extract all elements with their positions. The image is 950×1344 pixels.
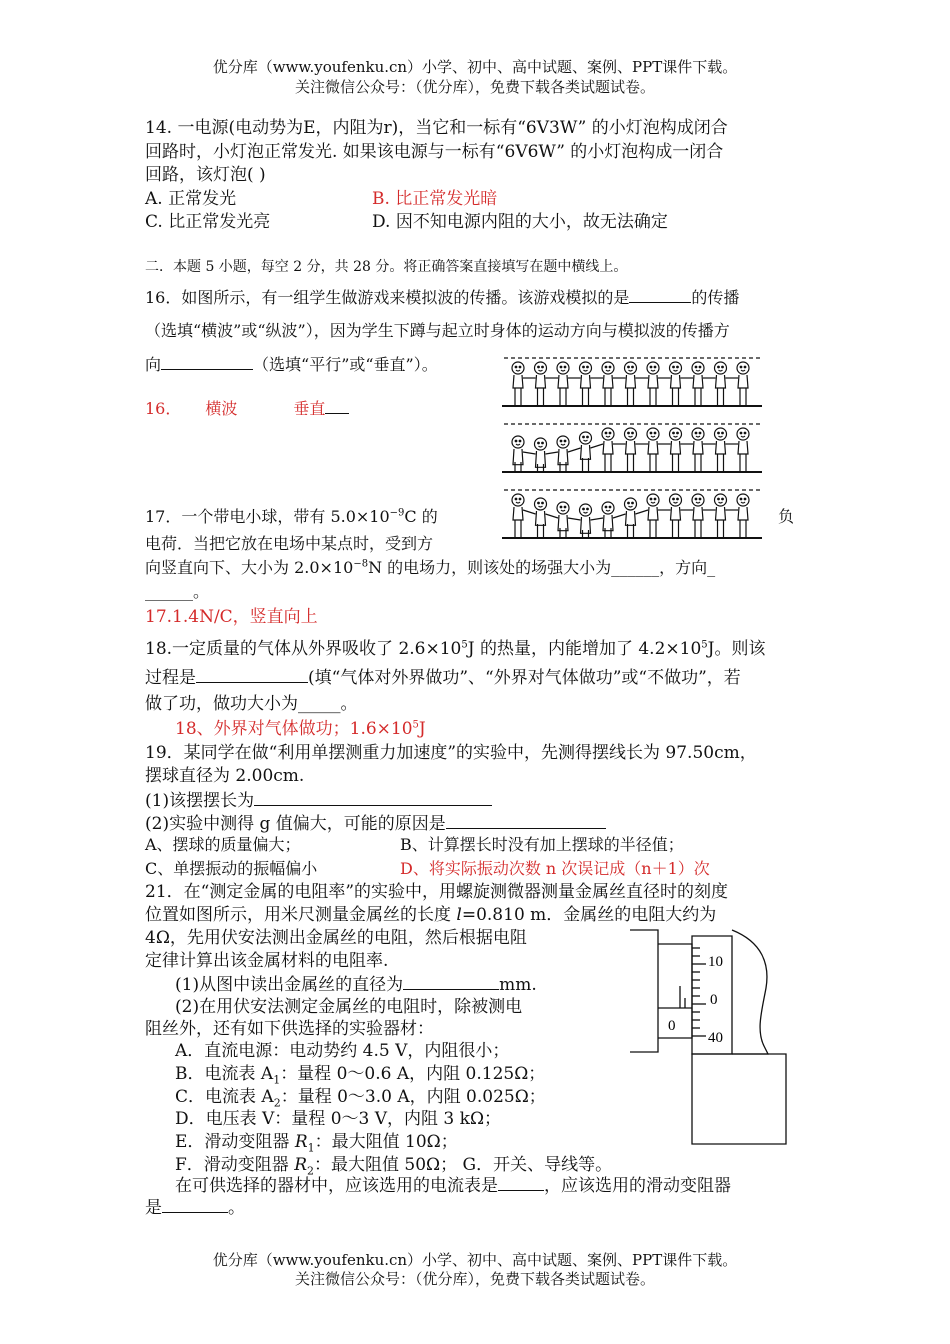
student-head bbox=[647, 428, 659, 440]
student-head bbox=[670, 494, 682, 506]
student-mouth bbox=[741, 370, 745, 371]
q21-item-b: B．电流表 $A_1$：量程 0～0.6 A，内阻 0.125Ω； bbox=[175, 1064, 546, 1087]
student-eye bbox=[695, 432, 697, 434]
student-head bbox=[737, 494, 749, 506]
student-eye bbox=[740, 366, 742, 368]
student-mouth bbox=[651, 436, 655, 437]
student-body bbox=[603, 375, 613, 388]
student-eye bbox=[740, 432, 742, 434]
student-mouth bbox=[719, 370, 723, 371]
q14-option-b: B. 比正常发光暗 bbox=[372, 189, 498, 209]
q21-line-6: (2)在用伏安法测定金属丝的电阻时，除被测电 bbox=[175, 997, 523, 1017]
q21-line-2: 位置如图所示，用米尺测量金属丝的长度 l=0.810 m．金属丝的电阻大约为 bbox=[145, 905, 717, 925]
student-arm bbox=[568, 518, 581, 520]
q19-line-1: 19．某同学在做“利用单摆测重力加速度”的实验中，先测得摆线长为 97.50cm， bbox=[145, 743, 757, 763]
q16-line-2: （选填“横波”或“纵波”），因为学生下蹲与起立时身体的运动方向与模拟波的传播方 bbox=[145, 321, 730, 340]
student-body bbox=[671, 507, 681, 520]
student-mouth bbox=[561, 510, 565, 511]
student-head bbox=[535, 498, 547, 510]
q21-blank-rheostat[interactable] bbox=[162, 1196, 228, 1213]
micrometer-ratchet bbox=[732, 930, 768, 1054]
student-eye bbox=[609, 432, 611, 434]
micrometer-label-0-sleeve: 0 bbox=[668, 1018, 676, 1034]
student-mouth bbox=[719, 436, 723, 437]
q17-line-2: 电荷．当把它放在电场中某点时，受到方 bbox=[145, 534, 434, 553]
student-head bbox=[602, 502, 614, 514]
student-body bbox=[513, 375, 523, 388]
q19-option-d: D、将实际振动次数 n 次误记成（n＋1）次 bbox=[400, 859, 710, 878]
student-eye bbox=[519, 498, 521, 500]
q16-blank-2[interactable] bbox=[161, 353, 253, 370]
student-head bbox=[715, 362, 727, 374]
student-mouth bbox=[629, 370, 633, 371]
student-eye bbox=[605, 432, 607, 434]
student-eye bbox=[673, 498, 675, 500]
student-head bbox=[580, 362, 592, 374]
q21-line-3: 4Ω，先用伏安法测出金属丝的电阻，然后根据电阻 bbox=[145, 928, 527, 948]
student-head bbox=[692, 362, 704, 374]
student-head bbox=[512, 362, 524, 374]
student-head bbox=[625, 498, 637, 510]
q21-line-5: (1)从图中读出金属丝的直径为 mm. bbox=[175, 975, 537, 995]
student-eye bbox=[695, 366, 697, 368]
student-body bbox=[536, 511, 546, 525]
student-head bbox=[715, 428, 727, 440]
student-eye bbox=[632, 432, 634, 434]
student-eye bbox=[542, 502, 544, 504]
student-eye bbox=[587, 436, 589, 438]
student-arm bbox=[591, 444, 604, 448]
student-mouth bbox=[606, 370, 610, 371]
student-eye bbox=[519, 366, 521, 368]
q19-line-3: (1)该摆摆长为 bbox=[145, 789, 492, 812]
q21-blank-diameter[interactable] bbox=[403, 973, 499, 990]
q19-line-4: (2)实验中测得 g 值偏大，可能的原因是 bbox=[145, 812, 606, 835]
micrometer-label-40: 40 bbox=[708, 1030, 723, 1046]
student-arm bbox=[636, 510, 649, 514]
student-head bbox=[625, 362, 637, 374]
student-mouth bbox=[561, 444, 565, 445]
student-head bbox=[625, 428, 637, 440]
student-mouth bbox=[696, 436, 700, 437]
student-mouth bbox=[584, 512, 588, 513]
student-eye bbox=[650, 366, 652, 368]
q19-blank-1[interactable] bbox=[254, 789, 492, 806]
q17-line-1: 17．一个带电小球，带有 $5.0\times 10^{-9}C$ 的 bbox=[145, 507, 438, 526]
q17-line-1-end: 负 bbox=[778, 507, 795, 526]
student-mouth bbox=[629, 506, 633, 507]
student-eye bbox=[609, 366, 611, 368]
student-eye bbox=[515, 498, 517, 500]
student-head bbox=[737, 362, 749, 374]
q14-line-2: 回路时，小灯泡正常发光. 如果该电源与一标有“6V6W” 的小灯泡构成一闭合 bbox=[145, 142, 724, 162]
student-body bbox=[513, 507, 523, 520]
student-eye bbox=[718, 498, 720, 500]
student-mouth bbox=[651, 370, 655, 371]
q21-line-7: 阻丝外，还有如下供选择的实验器材： bbox=[145, 1019, 434, 1039]
wave-game-figure bbox=[500, 352, 768, 542]
student-body bbox=[603, 441, 613, 454]
student-eye bbox=[677, 498, 679, 500]
student-mouth bbox=[629, 436, 633, 437]
student-eye bbox=[519, 440, 521, 442]
student-head bbox=[670, 362, 682, 374]
student-body bbox=[648, 441, 658, 454]
student-eye bbox=[654, 366, 656, 368]
student-head bbox=[692, 494, 704, 506]
student-eye bbox=[560, 440, 562, 442]
student-body bbox=[626, 441, 636, 454]
student-head bbox=[557, 436, 569, 448]
student-eye bbox=[560, 366, 562, 368]
student-head bbox=[602, 428, 614, 440]
section-2-instructions: 二．本题 5 小题，每空 2 分，共 28 分。将正确答案直接填写在题中横线上。 bbox=[145, 259, 628, 275]
student-head bbox=[737, 428, 749, 440]
student-eye bbox=[628, 366, 630, 368]
q21-item-a: A．直流电源：电动势约 4.5 V，内阻很小； bbox=[175, 1041, 510, 1061]
student-head bbox=[557, 502, 569, 514]
student-eye bbox=[654, 498, 656, 500]
footer-line-1: 优分库（www.youfenku.cn）小学、初中、高中试题、案例、PPT课件下载。 bbox=[212, 1251, 738, 1269]
student-eye bbox=[564, 366, 566, 368]
student-eye bbox=[542, 366, 544, 368]
student-body bbox=[716, 507, 726, 520]
student-arm bbox=[568, 448, 581, 452]
student-mouth bbox=[606, 510, 610, 511]
student-body bbox=[648, 375, 658, 388]
student-arm bbox=[591, 518, 604, 520]
q19-option-a: A、摆球的质量偏大； bbox=[145, 835, 301, 854]
student-eye bbox=[722, 432, 724, 434]
q18-line-2: 过程是 (填“气体对外界做功”、“外界对气体做功”或“不做功”，若 bbox=[145, 668, 741, 688]
student-mouth bbox=[539, 370, 543, 371]
student-eye bbox=[583, 366, 585, 368]
student-mouth bbox=[516, 370, 520, 371]
q14-line-1: 14. 一电源(电动势为E，内阻为r)，当它和一标有“6V3W” 的小灯泡构成闭合 bbox=[145, 118, 728, 138]
micrometer-anvil-block bbox=[692, 1054, 786, 1144]
student-mouth bbox=[674, 502, 678, 503]
q18-line-3: 做了功，做功大小为_____。 bbox=[145, 694, 358, 714]
q14-option-a: A. 正常发光 bbox=[145, 189, 237, 209]
student-body bbox=[536, 375, 546, 388]
student-eye bbox=[722, 498, 724, 500]
student-mouth bbox=[584, 370, 588, 371]
student-arm bbox=[546, 514, 559, 518]
student-eye bbox=[744, 432, 746, 434]
student-mouth bbox=[561, 370, 565, 371]
q21-item-e: E．滑动变阻器 $R_1$：最大阻值 10Ω； bbox=[175, 1132, 458, 1155]
student-eye bbox=[583, 508, 585, 510]
student-eye bbox=[677, 432, 679, 434]
header-line-1: 优分库（www.youfenku.cn）小学、初中、高中试题、案例、PPT课件下载。 bbox=[212, 58, 738, 76]
q21-line-9: 是 。 bbox=[145, 1198, 245, 1218]
student-head bbox=[715, 494, 727, 506]
student-eye bbox=[699, 366, 701, 368]
student-head bbox=[692, 428, 704, 440]
student-eye bbox=[583, 436, 585, 438]
student-eye bbox=[695, 498, 697, 500]
q19-blank-2[interactable] bbox=[446, 812, 606, 829]
student-head bbox=[512, 494, 524, 506]
student-eye bbox=[538, 502, 540, 504]
student-mouth bbox=[516, 444, 520, 445]
student-body bbox=[738, 441, 748, 454]
q21-item-c: C．电流表 $A_2$：量程 0～3.0 A，内阻 0.025Ω； bbox=[175, 1087, 546, 1110]
student-eye bbox=[538, 366, 540, 368]
student-eye bbox=[605, 366, 607, 368]
student-mouth bbox=[584, 440, 588, 441]
micrometer-figure bbox=[630, 926, 810, 1152]
student-eye bbox=[744, 366, 746, 368]
student-eye bbox=[722, 366, 724, 368]
student-body bbox=[626, 511, 636, 525]
student-head bbox=[535, 362, 547, 374]
student-mouth bbox=[674, 370, 678, 371]
student-eye bbox=[628, 432, 630, 434]
student-eye bbox=[538, 442, 540, 444]
student-arm bbox=[523, 452, 536, 454]
student-eye bbox=[744, 498, 746, 500]
q14-line-3: 回路，该灯泡( ) bbox=[145, 165, 266, 185]
student-arm bbox=[523, 510, 536, 514]
student-eye bbox=[564, 506, 566, 508]
student-eye bbox=[609, 506, 611, 508]
footer-line-2: 关注微信公众号：（优分库），免费下载各类试题试卷。 bbox=[294, 1270, 655, 1288]
micrometer-label-0-thimble: 0 bbox=[710, 992, 718, 1008]
student-mouth bbox=[719, 502, 723, 503]
student-eye bbox=[654, 432, 656, 434]
student-mouth bbox=[696, 502, 700, 503]
student-eye bbox=[587, 366, 589, 368]
student-head bbox=[670, 428, 682, 440]
q19-option-c: C、单摆振动的振幅偏小 bbox=[145, 859, 318, 878]
student-mouth bbox=[516, 502, 520, 503]
student-eye bbox=[718, 366, 720, 368]
q18-blank-1[interactable] bbox=[196, 666, 308, 683]
student-eye bbox=[587, 508, 589, 510]
student-body bbox=[716, 441, 726, 454]
student-mouth bbox=[606, 436, 610, 437]
student-eye bbox=[560, 506, 562, 508]
student-eye bbox=[515, 440, 517, 442]
student-eye bbox=[677, 366, 679, 368]
student-head bbox=[557, 362, 569, 374]
student-body bbox=[581, 375, 591, 388]
student-head bbox=[602, 362, 614, 374]
student-body bbox=[716, 375, 726, 388]
student-mouth bbox=[651, 502, 655, 503]
q21-line-8: 在可供选择的器材中，应该选用的电流表是 ，应该选用的滑动变阻器 bbox=[175, 1176, 731, 1196]
q21-item-f: F．滑动变阻器 $R_2$：最大阻值 50Ω； G．开关、导线等。 bbox=[175, 1155, 613, 1178]
student-eye bbox=[632, 366, 634, 368]
q14-option-c: C. 比正常发光亮 bbox=[145, 212, 271, 232]
student-body bbox=[558, 375, 568, 388]
q16-line-3: 向 （选填“平行”或“垂直”）。 bbox=[145, 355, 438, 374]
micrometer-thimble-scale bbox=[692, 948, 706, 1036]
micrometer-label-10: 10 bbox=[708, 954, 723, 970]
q21-item-d: D．电压表 V：量程 0～3 V，内阻 3 kΩ； bbox=[175, 1109, 502, 1129]
student-mouth bbox=[741, 436, 745, 437]
student-head bbox=[647, 494, 659, 506]
student-mouth bbox=[696, 370, 700, 371]
q17-answer: 17.1.4N/C，竖直向上 bbox=[145, 607, 318, 627]
micrometer-frame bbox=[630, 930, 658, 1052]
q16-line-1: 16．如图所示，有一组学生做游戏来模拟波的传播。该游戏模拟的是 的传播 bbox=[145, 288, 740, 307]
student-body bbox=[738, 507, 748, 520]
q17-line-4: ______。 bbox=[145, 582, 210, 601]
student-head bbox=[580, 504, 592, 516]
student-body bbox=[693, 375, 703, 388]
student-body bbox=[671, 375, 681, 388]
student-eye bbox=[542, 442, 544, 444]
student-eye bbox=[628, 502, 630, 504]
header-line-2: 关注微信公众号：（优分库），免费下载各类试题试卷。 bbox=[294, 78, 655, 96]
q16-answer: 16． 横波 垂直 bbox=[145, 397, 349, 420]
q19-line-2: 摆球直径为 2.00cm. bbox=[145, 766, 305, 786]
student-eye bbox=[605, 506, 607, 508]
student-eye bbox=[564, 440, 566, 442]
q18-line-1: 18.一定质量的气体从外界吸收了 $2.6\times 10^5J$ 的热量，内能增加了 $4.2\times 10^5J$。则该 bbox=[145, 639, 766, 659]
student-body bbox=[581, 445, 591, 459]
student-eye bbox=[650, 498, 652, 500]
q18-answer: 18、外界对气体做功；$1.6\times 10^5J$ bbox=[175, 719, 426, 739]
student-body bbox=[693, 507, 703, 520]
student-mouth bbox=[539, 446, 543, 447]
student-arm bbox=[613, 514, 626, 518]
student-mouth bbox=[674, 436, 678, 437]
student-eye bbox=[673, 366, 675, 368]
q14-option-d: D. 因不知电源内阻的大小，故无法确定 bbox=[372, 212, 668, 232]
q21-line-4: 定律计算出该金属材料的电阻率. bbox=[145, 951, 389, 971]
student-head bbox=[647, 362, 659, 374]
student-mouth bbox=[539, 506, 543, 507]
student-eye bbox=[740, 498, 742, 500]
student-body bbox=[693, 441, 703, 454]
student-eye bbox=[515, 366, 517, 368]
student-body bbox=[671, 441, 681, 454]
student-eye bbox=[650, 432, 652, 434]
student-head bbox=[580, 432, 592, 444]
student-arm bbox=[546, 452, 559, 454]
student-eye bbox=[673, 432, 675, 434]
student-eye bbox=[699, 432, 701, 434]
q16-blank-1[interactable] bbox=[629, 286, 691, 303]
student-body bbox=[626, 375, 636, 388]
q21-line-1: 21．在“测定金属的电阻率”的实验中，用螺旋测微器测量金属丝直径时的刻度 bbox=[145, 882, 729, 902]
student-eye bbox=[718, 432, 720, 434]
student-eye bbox=[632, 502, 634, 504]
q17-line-3: 向竖直向下、大小为 $2.0\times 10^{-8}N$ 的电场力，则该处的场强大小为______，方向_ bbox=[145, 558, 716, 577]
q19-option-b: B、计算摆长时没有加上摆球的半径值； bbox=[400, 835, 684, 854]
student-body bbox=[648, 507, 658, 520]
student-head bbox=[512, 436, 524, 448]
student-eye bbox=[699, 498, 701, 500]
q21-blank-ammeter[interactable] bbox=[498, 1174, 544, 1191]
student-body bbox=[738, 375, 748, 388]
student-head bbox=[535, 438, 547, 450]
student-mouth bbox=[741, 502, 745, 503]
